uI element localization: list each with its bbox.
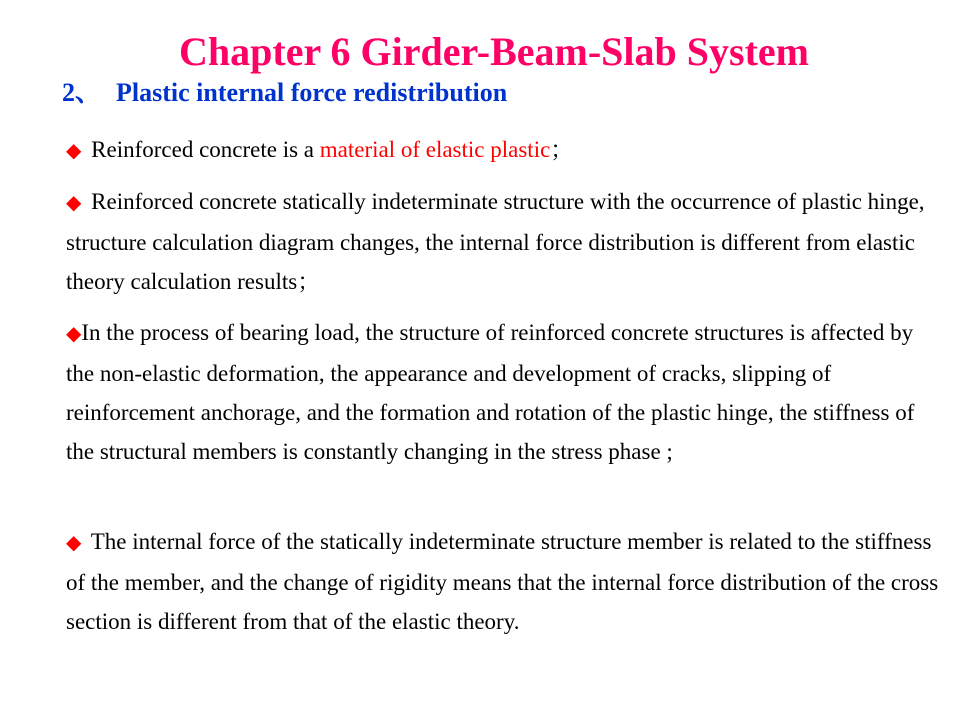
paragraph-1-text-start: Reinforced concrete is a <box>85 137 320 162</box>
slide-title: Chapter 6 Girder-Beam-Slab System <box>179 29 809 74</box>
section-heading <box>62 75 507 111</box>
section-title: Plastic internal force redistribution <box>116 78 508 107</box>
bullet-paragraph-3 <box>66 313 946 471</box>
paragraph-1-highlight: material of elastic plastic <box>319 137 551 162</box>
diamond-bullet-icon: ◆ <box>66 532 82 554</box>
bullet-paragraph-4 <box>66 522 946 641</box>
section-number: 2、 <box>62 78 102 107</box>
bullet-paragraph-2 <box>66 182 946 301</box>
paragraph-3-text: In the process of bearing load, the structure of reinforced concrete structures is affected by the non-elastic deformation, the appearance and development of cracks, slipping of reinforcement anchorage, and the formation and rotation of the plastic hinge, the stiffness of the structural members is constantly changing in the stress phase ; <box>66 320 915 464</box>
diamond-bullet-icon: ◆ <box>66 323 82 345</box>
diamond-bullet-icon: ◆ <box>66 140 82 162</box>
paragraph-1-text-end: ； <box>550 137 574 162</box>
paragraph-4-text: The internal force of the statically indeterminate structure member is related to the stiffness of the member, and the change of rigidity means that the internal force distribution of the cross section is different from that of the elastic theory. <box>66 529 939 634</box>
paragraph-2-text: Reinforced concrete statically indeterminate structure with the occurrence of plastic hinge, structure calculation diagram changes, the internal force distribution is different from elastic theory calculation results； <box>66 189 925 294</box>
bullet-paragraph-1 <box>66 130 946 171</box>
diamond-bullet-icon: ◆ <box>66 192 82 214</box>
